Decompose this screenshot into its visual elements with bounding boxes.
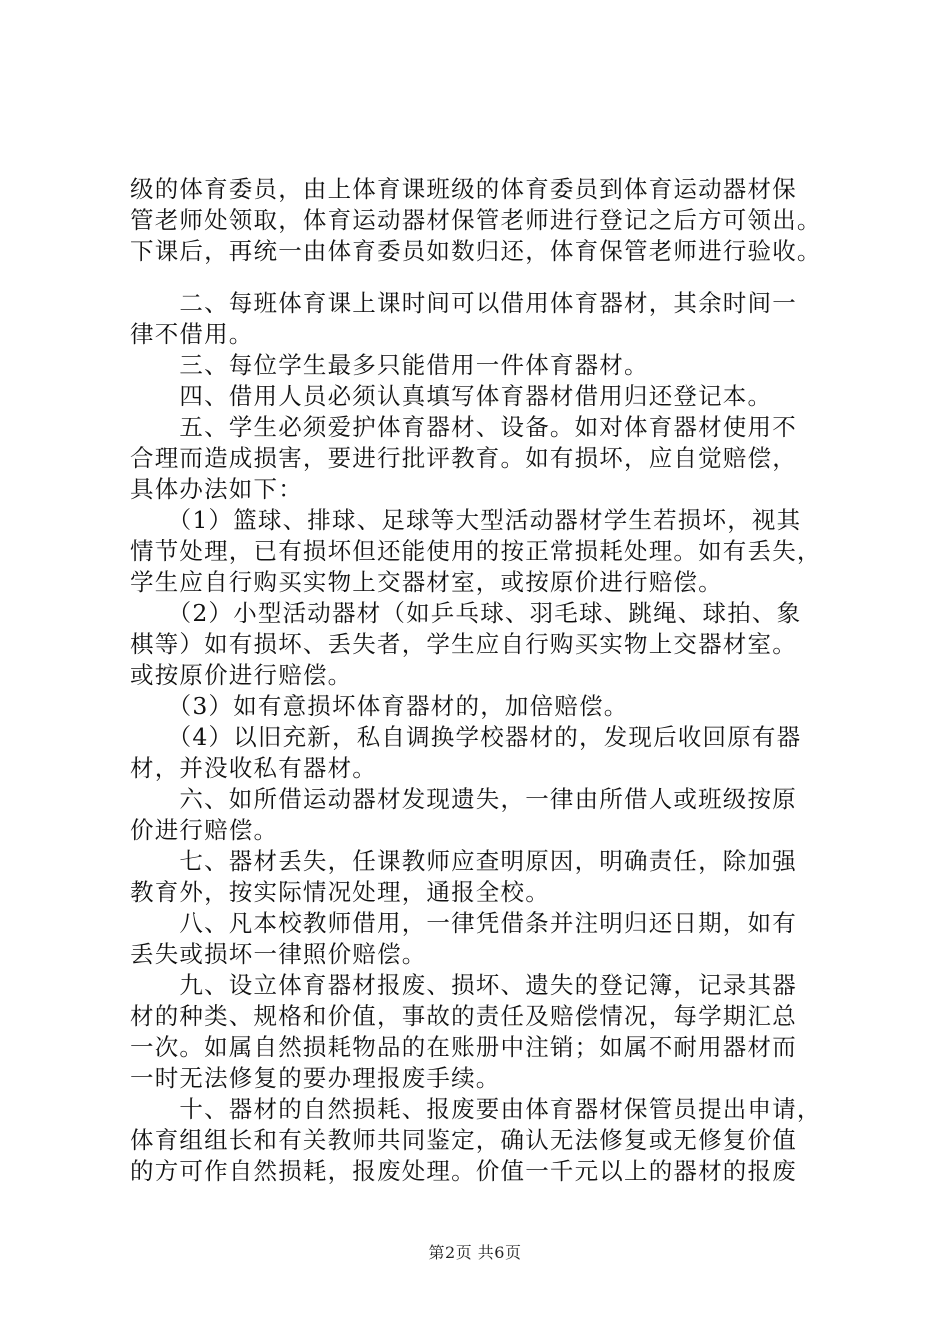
text-line: 八、凡本校教师借用，一律凭借条并注明归还日期，如有	[130, 909, 797, 937]
paragraph-subitem-2	[130, 598, 850, 691]
text-line: 四、借用人员必须认真填写体育器材借用归还登记本。	[130, 382, 773, 410]
text-line: 律不借用。	[130, 320, 254, 348]
text-line: 一时无法修复的要办理报废手续。	[130, 1064, 501, 1092]
paragraph-spacer	[130, 267, 850, 288]
text-line: 九、设立体育器材报废、损坏、遗失的登记簿，记录其器	[130, 971, 797, 999]
paragraph-subitem-3	[130, 691, 850, 722]
page-number-footer: 第2页 共6页	[428, 1243, 522, 1262]
text-line: 材的种类、规格和价值，事故的责任及赔偿情况，每学期汇总	[130, 1002, 797, 1030]
text-line: 管老师处领取，体育运动器材保管老师进行登记之后方可领出。	[130, 206, 822, 234]
text-line: （4）以旧充新，私自调换学校器材的，发现后收回原有器	[130, 723, 802, 751]
text-line: 材，并没收私有器材。	[130, 754, 377, 782]
paragraph-subitem-1	[130, 505, 850, 598]
text-line: （2）小型活动器材（如乒乓球、羽毛球、跳绳、球拍、象	[130, 599, 802, 627]
text-line: 下课后，再统一由体育委员如数归还，体育保管老师进行验收。	[130, 237, 822, 265]
text-line: 教育外，按实际情况处理，通报全校。	[130, 878, 550, 906]
text-line: 的方可作自然损耗，报废处理。价值一千元以上的器材的报废	[130, 1157, 797, 1185]
text-line: 具体办法如下：	[130, 475, 303, 503]
text-line: 学生应自行购买实物上交器材室，或按原价进行赔偿。	[130, 568, 723, 596]
text-line: 情节处理，已有损坏但还能使用的按正常损耗处理。如有丢失，	[130, 537, 822, 565]
text-line: 合理而造成损害，要进行批评教育。如有损坏，应自觉赔偿，	[130, 444, 797, 472]
document-body	[130, 174, 850, 1187]
text-line: （3）如有意损坏体育器材的，加倍赔偿。	[130, 692, 629, 720]
paragraph-item-5	[130, 412, 850, 505]
text-line: 二、每班体育课上课时间可以借用体育器材，其余时间一	[130, 289, 797, 317]
paragraph-item-6	[130, 784, 850, 846]
paragraph-item-7	[130, 846, 850, 908]
text-line: （1）篮球、排球、足球等大型活动器材学生若损坏，视其	[130, 506, 802, 534]
text-line: 棋等）如有损坏、丢失者，学生应自行购买实物上交器材室。	[130, 630, 797, 658]
paragraph-subitem-4	[130, 722, 850, 784]
paragraph-item-8	[130, 908, 850, 970]
paragraph-item-9	[130, 970, 850, 1094]
paragraph-item-10	[130, 1094, 850, 1187]
paragraph-item-4	[130, 381, 850, 412]
text-line: 或按原价进行赔偿。	[130, 661, 353, 689]
paragraph-item-2	[130, 288, 850, 350]
paragraph-continuation	[130, 174, 850, 267]
text-line: 体育组组长和有关教师共同鉴定，确认无法修复或无修复价值	[130, 1126, 797, 1154]
text-line: 五、学生必须爱护体育器材、设备。如对体育器材使用不	[130, 413, 797, 441]
text-line: 十、器材的自然损耗、报废要由体育器材保管员提出申请，	[130, 1095, 822, 1123]
text-line: 一次。如属自然损耗物品的在账册中注销；如属不耐用器材而	[130, 1033, 797, 1061]
text-line: 六、如所借运动器材发现遗失，一律由所借人或班级按原	[130, 785, 797, 813]
text-line: 级的体育委员，由上体育课班级的体育委员到体育运动器材保	[130, 175, 797, 203]
text-line: 三、每位学生最多只能借用一件体育器材。	[130, 351, 649, 379]
text-line: 价进行赔偿。	[130, 816, 279, 844]
paragraph-item-3	[130, 350, 850, 381]
text-line: 七、器材丢失，任课教师应查明原因，明确责任，除加强	[130, 847, 797, 875]
text-line: 丢失或损坏一律照价赔偿。	[130, 940, 427, 968]
